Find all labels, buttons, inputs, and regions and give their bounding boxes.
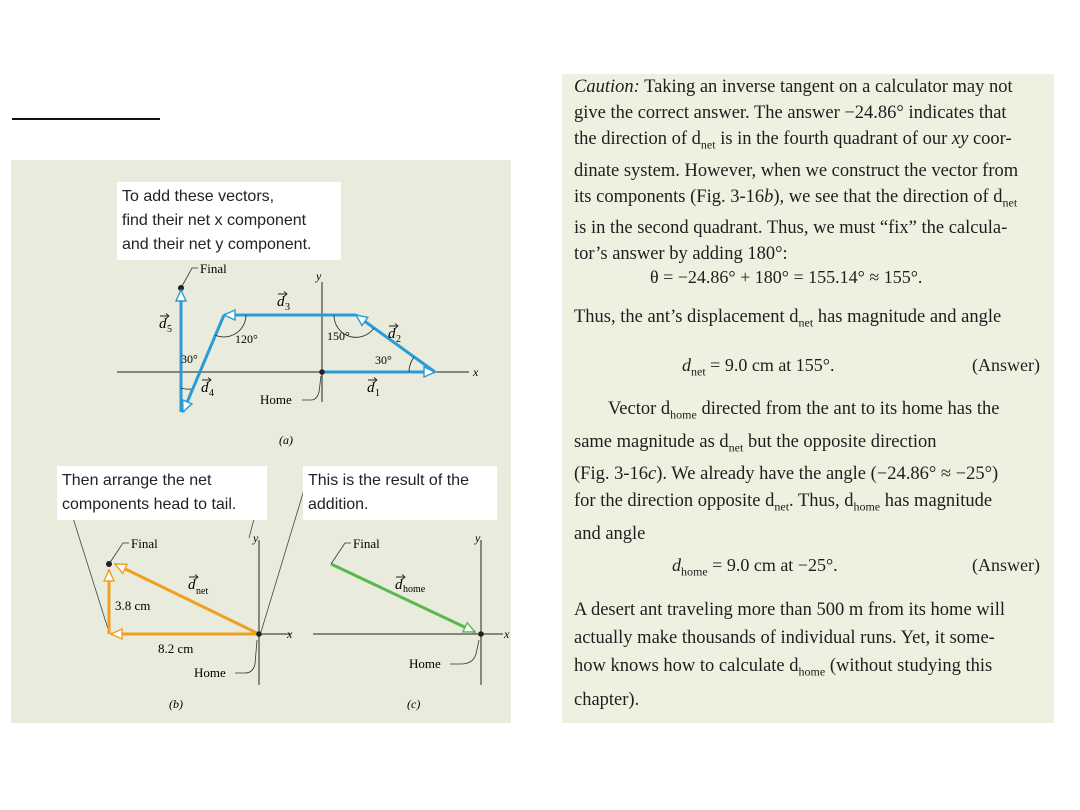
panel-label-c: (c) [407, 697, 421, 711]
caption-result: This is the result of the addition. [303, 466, 497, 520]
axis-y-label-c: y [475, 531, 481, 545]
answer-dnet: $d_{net} = 9.0$ cm at 155°. [682, 355, 835, 379]
angle-arc-30-right [409, 357, 414, 372]
final-label-a: Final [200, 261, 227, 276]
panel-label-b: (b) [169, 697, 183, 711]
label-d5 [159, 314, 172, 336]
home-label-c: Home [409, 656, 441, 671]
label-d3 [277, 292, 290, 314]
angle-30-left: 30° [181, 352, 198, 366]
home-leader-c [450, 640, 479, 664]
vector-paragraph: Vector $d_{home}$ directed from the ant to its home has the same magnitude as $d_{net}$ but the opposite direction (Fig. 3-16c). We already have the angle (−24.86° ≈ −25°) for the direction opposite $d_{net}$. Thus, $d_{home}$ has magnitude and angle [574, 399, 1000, 545]
home-leader-a [302, 376, 321, 400]
caution-box [562, 74, 1054, 298]
svg-text:d: d [159, 316, 167, 332]
ant-paragraph: A desert ant traveling more than 500 m from its home will actually make thousands of individual runs. Yet, it some- how knows how to calculate $d_{home}$ (without studying this chapter). [574, 600, 1006, 710]
origin-point-b [256, 631, 262, 637]
svg-text:3: 3 [285, 302, 290, 313]
final-leader-b [109, 543, 129, 564]
svg-text:d: d [367, 380, 375, 396]
label-dnet [188, 575, 208, 598]
svg-text:d: d [277, 294, 285, 310]
axis-x-label-b: x [287, 627, 293, 641]
origin-point-a [319, 369, 325, 375]
svg-text:5: 5 [167, 324, 172, 335]
angle-150: 150° [327, 329, 350, 343]
header-rule [12, 118, 160, 120]
caption-add-vectors: To add these vectors, find their net x component and their net y component. [117, 182, 341, 260]
caption-arrange: Then arrange the net components head to tail. [57, 466, 267, 520]
answer-label-1: (Answer) [972, 355, 1040, 375]
origin-point-c [478, 631, 484, 637]
final-leader-a [181, 268, 198, 288]
axis-y-label-a: y [316, 269, 322, 283]
final-label-b: Final [131, 536, 158, 551]
thus-paragraph: Thus, the ant’s displacement $d_{net}$ has magnitude and angle [574, 307, 1002, 330]
final-label-c: Final [353, 536, 380, 551]
panel-label-a: (a) [279, 433, 293, 447]
svg-text:4: 4 [209, 388, 214, 399]
axis-x-label-a: x [473, 365, 479, 379]
svg-text:2: 2 [396, 334, 401, 345]
label-d4 [201, 378, 214, 400]
svg-text:d: d [188, 577, 196, 593]
label-dhome [395, 575, 426, 596]
svg-text:net: net [196, 586, 209, 597]
caution-paragraph: Caution: Taking an inverse tangent on a calculator may not give the correct answer. The answer −24.86° indicates that the direction of $d_{net}$ is in the fourth quadrant of our xy coor- dinate system. However, when we construct the vector from its components (Fig. 3-16b), we see that the direction of $d_{net}$ is in the second quadrant. Thus, we must “fix” the calcula- tor’s answer by adding 180°: [574, 77, 1019, 265]
angle-30-right: 30° [375, 353, 392, 367]
label-d2 [388, 324, 401, 346]
leader-c-left [261, 480, 307, 632]
length-y-b: 3.8 cm [115, 598, 151, 613]
axis-y-label-b: y [253, 531, 259, 545]
vector-dhome [331, 564, 475, 632]
final-leader-c [331, 543, 351, 564]
home-leader-b [235, 640, 257, 673]
svg-text:1: 1 [375, 388, 380, 399]
angle-120: 120° [235, 332, 258, 346]
answer-dhome: $d_{home} = 9.0$ cm at −25°. [672, 555, 838, 579]
theta-equation: θ = −24.86° + 180° = 155.14° ≈ 155°. [650, 267, 923, 287]
svg-text:d: d [388, 326, 396, 342]
svg-text:d: d [395, 577, 403, 593]
solution-box [562, 298, 1054, 723]
svg-text:d: d [201, 380, 209, 396]
answer-label-2: (Answer) [972, 555, 1040, 575]
svg-text:home: home [403, 584, 426, 595]
label-d1 [367, 378, 380, 400]
length-x-b: 8.2 cm [158, 641, 194, 656]
final-point-b [106, 561, 112, 567]
axis-x-label-c: x [504, 627, 510, 641]
home-label-b: Home [194, 665, 226, 680]
home-label-a: Home [260, 392, 292, 407]
figure-panel [11, 160, 511, 723]
